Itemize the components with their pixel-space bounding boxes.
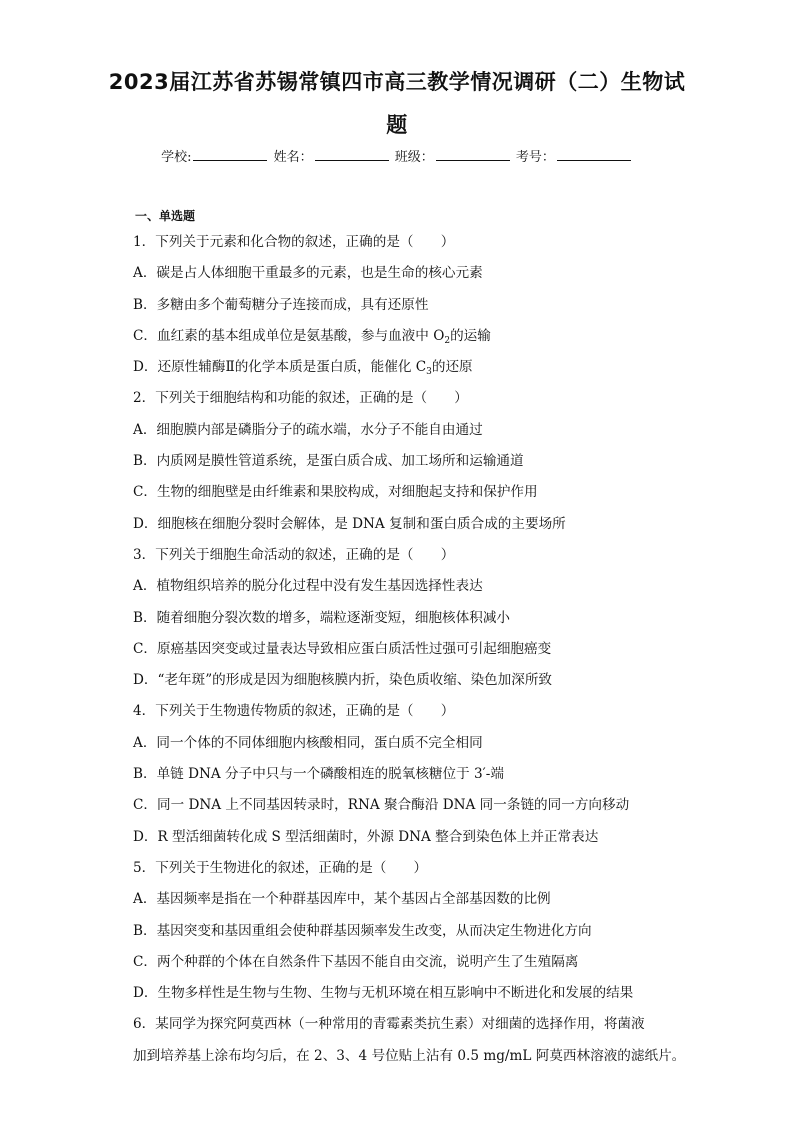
class-label: 班级：: [394, 150, 434, 165]
question-line: [133, 419, 673, 450]
line-text: 5．下列关于生物进化的叙述，正确的是（ ）: [133, 859, 428, 876]
line-text: A．同一个体的不同体细胞内核酸相同，蛋白质不完全相同: [133, 734, 483, 751]
line-text: B．基因突变和基因重组会使种群基因频率发生改变，从而决定生物进化方向: [133, 922, 592, 939]
number-label: 考号：: [515, 150, 555, 165]
question-line: [133, 700, 673, 731]
line-text: D．R 型活细菌转化成 S 型活细菌时，外源 DNA 整合到染色体上并正常表达: [133, 828, 599, 845]
question-line: [133, 513, 673, 544]
subscript: 3: [426, 367, 432, 378]
line-text: 4．下列关于生物遗传物质的叙述，正确的是（ ）: [133, 703, 455, 720]
line-text: A．碳是占人体细胞干重最多的元素，也是生命的核心元素: [133, 265, 483, 282]
line-text: C．同一 DNA 上不同基因转录时，RNA 聚合酶沿 DNA 同一条链的同一方向移动: [133, 797, 630, 814]
number-blank: [557, 148, 631, 161]
line-text-tail: 的运输: [450, 327, 491, 344]
line-text: 1．下列关于元素和化合物的叙述，正确的是（ ）: [133, 234, 455, 250]
line-text: A．植物组织培养的脱分化过程中没有发生基因选择性表达: [133, 578, 483, 595]
line-text: B．内质网是膜性管道系统，是蛋白质合成、加工场所和运输通道: [133, 453, 524, 470]
question-line: [133, 669, 673, 700]
question-line: [133, 387, 673, 418]
section-heading: 一、单选题: [135, 209, 196, 223]
name-blank: [315, 148, 389, 161]
question-line: [133, 607, 673, 638]
school-blank: [193, 148, 267, 161]
line-text: 加到培养基上涂布均匀后，在 2、3、4 号位贴上沾有 0.5 mg/mL 阿莫西林溶液的滤纸片。: [133, 1047, 686, 1064]
line-text: C．原癌基因突变或过量表达导致相应蛋白质活性过强可引起细胞癌变: [133, 640, 552, 657]
question-line: [133, 1013, 673, 1044]
question-line: [133, 638, 673, 669]
question-line: [133, 763, 673, 794]
question-line: [133, 294, 673, 325]
line-text: 3．下列关于细胞生命活动的叙述，正确的是（ ）: [133, 546, 455, 563]
question-line: [133, 481, 673, 512]
exam-title-line-2: 题: [386, 113, 408, 137]
line-text: 6．某同学为探究阿莫西林（一种常用的青霉素类抗生素）对细菌的选择作用，将菌液: [133, 1016, 645, 1033]
subscript: 2: [444, 335, 451, 346]
class-blank: [436, 148, 510, 161]
line-text: B．随着细胞分裂次数的增多，端粒逐渐变短，细胞核体积减小: [133, 609, 511, 626]
line-text: D．生物多样性是生物与生物、生物与无机环境在相互影响中不断进化和发展的结果: [133, 985, 634, 1002]
line-text: A．基因频率是指在一个种群基因库中，某个基因占全部基因数的比例: [133, 891, 551, 908]
school-label: 学校:: [161, 150, 192, 165]
line-text: D．“老年斑”的形成是因为细胞核膜内折，染色质收缩、染色加深所致: [133, 672, 553, 689]
question-line: [133, 450, 673, 481]
question-line: [133, 325, 673, 356]
line-text: A．细胞膜内部是磷脂分子的疏水端，水分子不能自由通过: [133, 421, 483, 438]
line-text: C．两个种群的个体在自然条件下基因不能自由交流，说明产生了生殖隔离: [133, 953, 579, 970]
question-line: [133, 888, 673, 919]
line-text: D．还原性辅酶Ⅱ的化学本质是蛋白质，能催化 C: [133, 359, 427, 376]
line-text: C．生物的细胞壁是由纤维素和果胶构成，对细胞起支持和保护作用: [133, 484, 538, 501]
question-line: [133, 951, 673, 982]
question-list: [133, 231, 686, 1076]
line-text: 2．下列关于细胞结构和功能的叙述，正确的是（ ）: [133, 390, 468, 407]
question-line: [133, 920, 673, 951]
question-line: [133, 356, 673, 387]
question-line: [133, 982, 673, 1013]
line-text: B．单链 DNA 分子中只与一个磷酸相连的脱氧核糖位于 3′-端: [133, 766, 504, 783]
question-line: [133, 732, 673, 763]
question-line: [133, 262, 673, 293]
exam-title-line-1: 2023届江苏省苏锡常镇四市高三教学情况调研（二）生物试: [108, 70, 686, 94]
question-line: [133, 231, 673, 262]
line-text: B．多糖由多个葡萄糖分子连接而成，具有还原性: [133, 296, 429, 313]
name-label: 姓名：: [273, 150, 313, 165]
question-line: [133, 544, 673, 575]
question-line: [133, 575, 673, 606]
question-line: [133, 826, 673, 857]
question-line: [133, 1045, 686, 1076]
question-line: [133, 794, 673, 825]
line-text: D．细胞核在细胞分裂时会解体，是 DNA 复制和蛋白质合成的主要场所: [133, 515, 566, 532]
line-text-tail: 的还原: [431, 359, 473, 376]
student-info-row: [0, 146, 794, 165]
question-line: [133, 857, 673, 888]
line-text: C．血红素的基本组成单位是氨基酸，参与血液中 O: [133, 327, 445, 344]
